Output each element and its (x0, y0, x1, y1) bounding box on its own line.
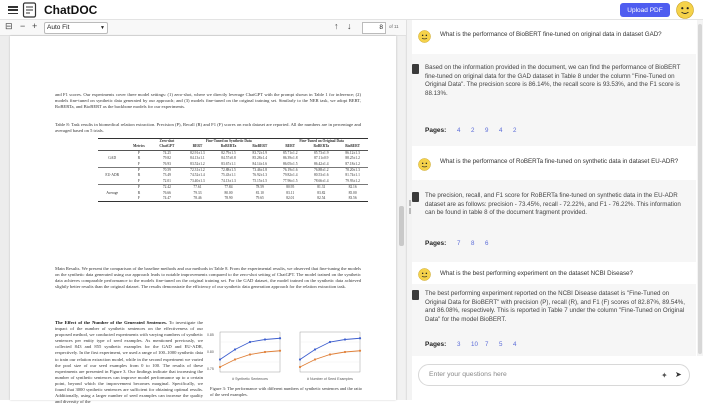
user-avatar-icon (418, 30, 431, 43)
assistant-message (412, 284, 696, 356)
table-cell: F (137, 178, 140, 183)
page-link[interactable]: 3 (457, 341, 461, 348)
effect-paragraph (55, 320, 203, 405)
chart-point (314, 348, 316, 350)
chart-point (359, 350, 361, 352)
page-link[interactable]: 10 (471, 341, 478, 348)
table-cell: 79.33 (193, 190, 202, 195)
pdf-page (10, 36, 396, 405)
table-cell: R (137, 190, 141, 195)
app-title: ChatDOC (44, 3, 98, 17)
table-cell: 82.01 (275, 196, 305, 202)
figure-3-chart (206, 328, 366, 384)
sidebar-toggle-icon[interactable]: ⊟ (5, 21, 13, 31)
table-cell: 74.13±1.3 (221, 178, 236, 183)
chat-panel (412, 20, 703, 400)
pdf-toolbar (0, 20, 406, 36)
table-cell: 85.00 (348, 190, 357, 195)
answer-text: The best performing experiment reported on the NCBI Disease dataset is "Fine-Tuned on Original Data for BioBERT" with precision (P), recall (R), and F1 (F) scores of 82.87%, 89.54%, and 86.08%, respectively. This is reported in Table 7 under the column "Fine-Tuned on Original Data" for the model BioBERT. (425, 290, 685, 323)
table-cell: 76.93 (162, 161, 171, 166)
chart-y-tick-label: 0.80 (207, 350, 214, 354)
table-cell: 81.10 (255, 190, 264, 195)
page-link[interactable]: 8 (471, 240, 475, 247)
table-row (98, 156, 368, 161)
table-cell: 86.39±1.8 (282, 156, 298, 161)
table-cell: 75.15±1.5 (252, 178, 268, 183)
table-cell: 74.52±1.4 (190, 173, 205, 178)
next-page-button[interactable]: ↓ (347, 21, 352, 31)
table-header: Metrics (126, 144, 151, 150)
chart-point (344, 338, 346, 340)
effect-heading: The Effect of the Number of the Generated Sentences. (55, 320, 167, 325)
table-cell: 87.18±1.2 (345, 161, 360, 166)
table-cell: F (126, 196, 151, 202)
chart-point (279, 337, 281, 339)
chart-point (299, 358, 301, 360)
chart-point (249, 353, 251, 355)
chart-point (279, 350, 281, 352)
send-icon[interactable]: ➤ (675, 370, 682, 379)
chart-point (329, 341, 331, 343)
chat-scrollbar-thumb[interactable] (698, 24, 702, 354)
page-link[interactable]: 2 (513, 127, 517, 134)
table-cell: R (137, 156, 141, 161)
zoom-select-value: Auto Fit (47, 24, 70, 31)
table-cell: 85.28±1.4 (252, 156, 268, 161)
table-cell: 82.91±1.3 (182, 150, 212, 156)
table-cell: 79.82 (162, 156, 171, 161)
table-cell: 78.20±1.3 (337, 168, 368, 174)
table-cell: 76.66 (162, 190, 171, 195)
table-cell: 72.42 (151, 185, 182, 191)
chart-point (264, 351, 266, 353)
magic-wand-icon[interactable]: ✦ (661, 371, 668, 380)
splitter-grip (409, 200, 411, 206)
table-row (98, 179, 368, 185)
table-cell: 78.46 (182, 196, 212, 202)
page-link[interactable]: 2 (471, 127, 475, 134)
table-cell: 81.31 (305, 185, 337, 191)
user-avatar-icon (418, 268, 431, 281)
table-header: BERT (275, 144, 305, 150)
doc-paragraph-intro: and F1 scores. Our experiments cover three model settings: (1) zero-shot, where we directly leverage ChatGPT with the prompt shown in Table 1 for inference; (2) models fine-tuned on synthetic data generated by our approach; and (3) models fine-tuned on the original training set. Similarly to the NER task, we adopt BERT, RoBERTa, and BioBERT as the backbone models for our experiments. (55, 92, 361, 110)
table-cell: 83.82 (317, 190, 326, 195)
table-cell: 83.11 (286, 190, 295, 195)
chart-point (359, 337, 361, 339)
question-input-placeholder: Enter your questions here (429, 371, 507, 378)
table-cell: 83.56 (337, 196, 368, 202)
question-text: What is the performance of RoBERTa fine-tuned on synthetic data in dataset EU-ADR? (440, 158, 679, 165)
table-cell: 84.14±1.6 (252, 161, 268, 166)
table-cell: 74.25 (151, 150, 182, 156)
table-cell: 73.49 (162, 173, 171, 178)
table-cell: 74.47 (151, 196, 182, 202)
page-link[interactable]: 4 (513, 341, 517, 348)
table-cell: 77.61 (182, 185, 212, 191)
user-avatar-icon (418, 158, 431, 171)
table-cell: F (137, 161, 140, 166)
table-cell (98, 196, 126, 202)
pages-row (425, 240, 489, 249)
table-group-header: Fine-Tuned on Original Data (275, 139, 368, 145)
table-group-header: Zero-shot (151, 139, 182, 145)
table-cell: 75.43±1.1 (221, 173, 236, 178)
top-bar (0, 0, 703, 20)
chart-point (234, 348, 236, 350)
results-table (98, 138, 368, 202)
document-viewer[interactable] (0, 36, 406, 405)
pages-label: Pages: (425, 127, 447, 134)
table-cell: 78.90 (213, 196, 245, 202)
table-header: RoBERTa (305, 144, 337, 150)
question-text: What is the performance of BioBERT fine-tuned on original data in dataset GAD? (440, 31, 662, 38)
question-input[interactable] (418, 364, 690, 386)
table-cell: 78.66±1.4 (313, 178, 329, 183)
table-cell: 79.82±1.4 (282, 173, 298, 178)
table-cell: 73.46±1.8 (244, 168, 275, 174)
table-cell: P (126, 168, 151, 174)
table-cell: 76.92±1.3 (252, 173, 268, 178)
table-cell: P (126, 150, 151, 156)
table-cell: 83.72±1.9 (244, 150, 275, 156)
table-cell: 88.25±1.2 (345, 156, 360, 161)
pages-row (425, 341, 517, 350)
page-link[interactable]: 4 (499, 127, 503, 134)
main-results-text: Main Results. We present the comparison of the baseline methods and our methods in Table 8. From the experimental results, we observed that fine-tuning the models on the synthetic data generated using our approach leads to notable improvements compared to the zero-shot setting of ChatGPT. The model trained on the synthetic data achieves comparable performance to the models fine-tuned on the original training set. For the GAD dataset, the model trained on the synthetic data achieved slightly better results than the original dataset. The results demonstrate the efficiency of our synthetic data generation approach for the relation extraction task. (55, 266, 361, 290)
pages-label: Pages: (425, 240, 447, 247)
chart-point (344, 351, 346, 353)
document-scrollbar[interactable] (398, 36, 405, 400)
chart-point (314, 358, 316, 360)
upload-pdf-button[interactable]: Upload PDF (620, 3, 670, 17)
table-header: BioBERT (337, 144, 368, 150)
table-cell: 79.93±1.2 (345, 178, 360, 183)
zoom-out-button[interactable]: − (20, 21, 26, 31)
document-scrollbar-thumb[interactable] (399, 206, 404, 246)
page-link[interactable]: 4 (457, 127, 461, 134)
table-cell: 84.57±0.8 (221, 156, 236, 161)
table-cell: 72.01 (162, 178, 171, 183)
chevron-down-icon: ▼ (100, 25, 105, 31)
table-cell: Average (106, 190, 119, 195)
chart-point (299, 366, 301, 368)
main-results-paragraph (55, 266, 361, 290)
table-cell: EU-ADR (105, 173, 119, 178)
page-count: of 11 (389, 24, 399, 29)
table-cell: 82.16 (337, 185, 368, 191)
user-message (412, 146, 696, 180)
assistant-avatar-icon (412, 64, 419, 74)
chart-point (219, 358, 221, 360)
chart-point (249, 341, 251, 343)
table-cell: 86.42±1.4 (313, 161, 329, 166)
table-cell: 83.52±1.2 (190, 161, 205, 166)
chart-point (264, 338, 266, 340)
table-cell: 72.31±1.2 (182, 168, 212, 174)
answer-text: Based on the information provided in the document, we can find the performance of BioBERT fine-tuned on original data for the GAD dataset in Table 8 under the column "Fine-Tuned on Original Data". The precision score is 86.14%, the recall score is 93.53%, and the F1 score is 88.13%. (425, 64, 681, 97)
table-cell: 72.88±1.5 (213, 168, 245, 174)
table-caption: Table 8: Task results in biomedical relation extraction. Precision (P), Recall (R) and F1 (F) scores on each dataset are reported. All the numbers are in percentage and averaged based on 5 trials. (55, 122, 361, 134)
table-cell: 76.88±1.2 (305, 168, 337, 174)
page-link[interactable]: 5 (499, 341, 503, 348)
table-cell: 83.67±1.1 (221, 161, 236, 166)
table-group-header: Fine-Tuned on Synthetic Data (182, 139, 275, 145)
zoom-in-button[interactable]: + (32, 21, 38, 31)
table-cell: 80.95 (275, 185, 305, 191)
assistant-message (412, 54, 696, 146)
table-header: BioBERT (244, 144, 275, 150)
question-text: What is the best performing experiment on the dataset NCBI Disease? (440, 270, 633, 277)
page-link[interactable]: 7 (485, 341, 489, 348)
prev-page-button[interactable]: ↑ (334, 21, 339, 31)
assistant-message (412, 180, 696, 262)
table-row (98, 162, 368, 168)
pages-row (425, 127, 517, 136)
chart-point (329, 353, 331, 355)
table-cell: 85.73±1.9 (305, 150, 337, 156)
effect-body: To investigate the impact of the number of synthetic sentences on the effectiveness of our proposed method, we conducted experiments with varying numbers of synthetic sentences per entity type of seed examples. As mentioned previously, we collected 843 and 855 synthetic examples for the GAD and EU-ADR, respectively. In the first experiment, we used a range of 100–1000 synthetic data to train our relation extraction model, while in the second experiment we varied the pool size of our seed examples from 0 to 100. The results of these experiments are presented in Figure 3. Our findings indicate that increasing the number of synthetic sentences can improve model performance up to a certain point, beyond which the improvement becomes marginal. Specifically, we found that 3000 synthetic sentences are sufficient for obtaining optimal results. Additionally, using a larger number of seed examples can increase the quality and diversity of the (55, 320, 203, 405)
table-cell: 70.59 (151, 168, 182, 174)
figure-3 (206, 328, 366, 384)
answer-text: The precision, recall, and F1 score for RoBERTa fine-tuned on synthetic data in the EU-ADR dataset are as follows: precision - 73.45%, recall - 72.22%, and F1 - 76.22%. This information can be found in table 8 of the document fragment provided. (425, 192, 681, 217)
table-cell: 73.40±1.3 (190, 178, 205, 183)
page-link[interactable]: 9 (485, 127, 489, 134)
figure-caption: Figure 3: The performance with different numbers of synthetic sentences and the ratio of the seed examples. (210, 386, 362, 397)
chart-x-axis-label: # Number of Seed Examples (307, 377, 353, 381)
menu-icon[interactable] (8, 6, 18, 14)
chart-y-tick-label: 0.75 (207, 367, 214, 371)
table-cell: 81.74±1.1 (345, 173, 360, 178)
table-cell: 84.13±1.1 (190, 156, 205, 161)
page-number-input[interactable]: 8 (362, 22, 386, 34)
table-header: ChatGPT (151, 144, 182, 150)
user-message (412, 20, 696, 54)
assistant-avatar-icon (412, 192, 419, 202)
table-cell: 85.71±1.2 (275, 150, 305, 156)
splitter-grip (409, 208, 411, 214)
chart-point (234, 358, 236, 360)
chat-scrollbar[interactable] (697, 20, 703, 356)
page-link[interactable]: 6 (485, 240, 489, 247)
assistant-avatar-icon (412, 290, 419, 300)
table-cell: 82.54 (305, 196, 337, 202)
pages-label: Pages: (425, 341, 447, 348)
chatdoc-logo-icon (22, 2, 38, 18)
table-cell: 87.11±0.9 (314, 156, 329, 161)
page-link[interactable]: 7 (457, 240, 461, 247)
table-cell: R (137, 173, 141, 178)
table-header: BERT (182, 144, 212, 150)
user-avatar-icon[interactable] (676, 1, 694, 19)
table-cell: 78.59 (244, 185, 275, 191)
table-cell: GAD (108, 156, 117, 161)
zoom-select[interactable] (44, 22, 108, 34)
table-cell: 79.65 (244, 196, 275, 202)
table-cell: 86.05±1.5 (282, 161, 298, 166)
chart-y-tick-label: 0.85 (207, 333, 214, 337)
table-cell: P (126, 185, 151, 191)
table-cell: 77.96±1.5 (282, 178, 298, 183)
table-row (98, 196, 368, 202)
table-cell: 76.19±1.6 (275, 168, 305, 174)
user-message (412, 262, 696, 284)
chart-point (219, 366, 221, 368)
chart-x-axis-label: # Synthetic Sentences (232, 377, 268, 381)
table-header: RoBERTa (213, 144, 245, 150)
table-cell: 77.84 (213, 185, 245, 191)
table-cell: 82.79±1.5 (213, 150, 245, 156)
table-cell: 80.00 (224, 190, 233, 195)
table-cell: 86.12±1.3 (337, 150, 368, 156)
table-cell: 80.53±1.6 (313, 173, 329, 178)
